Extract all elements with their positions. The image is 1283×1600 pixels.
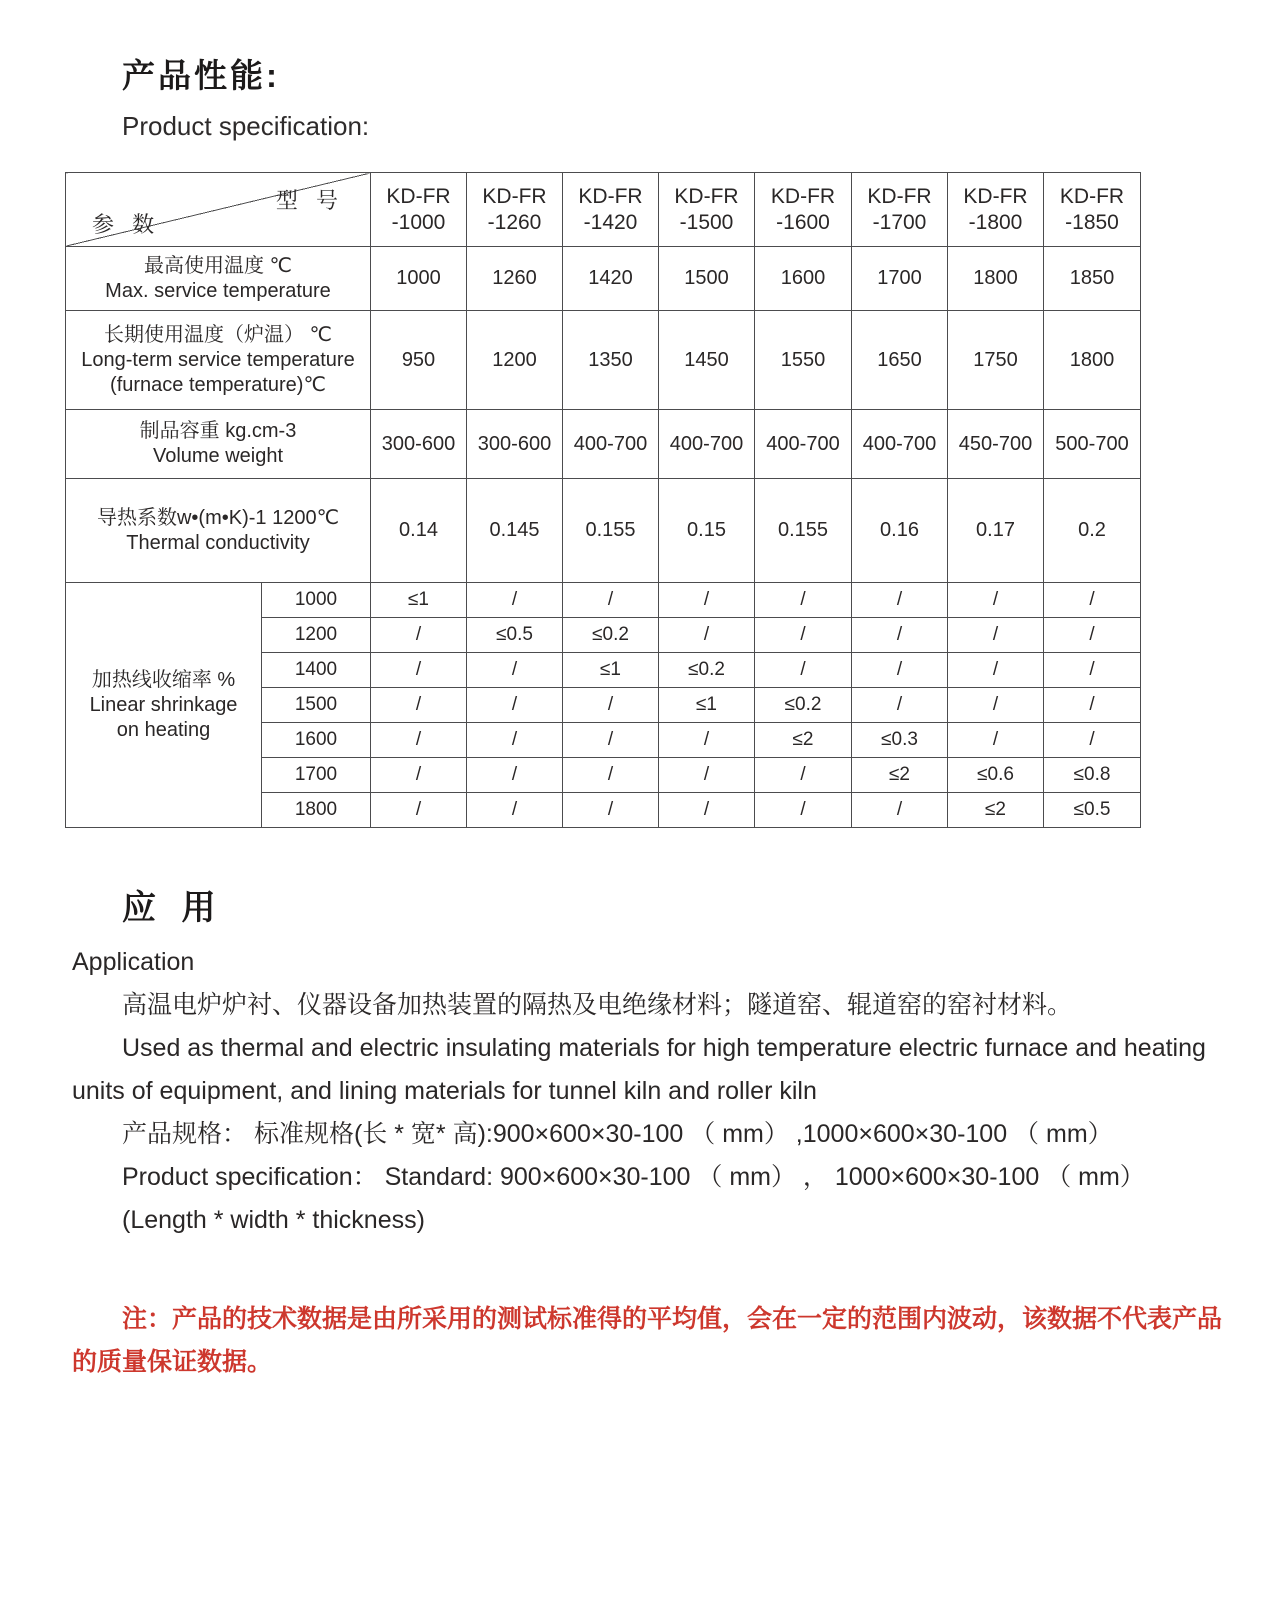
technical-note: 注：产品的技术数据是由所采用的测试标准得的平均值，会在一定的范围内波动，该数据不代表产品的质量保证数据。 — [72, 1305, 1223, 1376]
table-cell: 0.145 — [467, 479, 563, 583]
table-cell: ≤0.5 — [467, 618, 563, 653]
shrinkage-temp: 1000 — [262, 583, 371, 618]
table-cell: / — [371, 618, 467, 653]
table-cell: 1850 — [1044, 247, 1141, 311]
table-cell: / — [467, 688, 563, 723]
row-label-cn: 最高使用温度 ℃ — [143, 254, 293, 277]
table-cell: 1750 — [948, 311, 1044, 410]
table-cell: ≤0.2 — [563, 618, 659, 653]
corner-model-label: 型 号 — [275, 188, 344, 213]
table-cell: / — [852, 653, 948, 688]
table-cell: / — [948, 723, 1044, 758]
column-header-kdfr1600 — [755, 173, 852, 247]
table-cell: / — [467, 653, 563, 688]
table-cell: 1600 — [755, 247, 852, 311]
application-heading-en: Application — [72, 948, 195, 976]
application-heading-cn: 应 用 — [122, 889, 224, 927]
table-cell: 1350 — [563, 311, 659, 410]
table-cell: ≤2 — [755, 723, 852, 758]
table-cell: ≤0.2 — [755, 688, 852, 723]
table-cell: ≤1 — [371, 583, 467, 618]
product-spec-cn: 产品规格： 标准规格(长 * 宽* 高):900×600×30-100 （ mm） ,1000×600×30-100 （ mm） — [122, 1120, 1113, 1148]
table-cell: 1200 — [467, 311, 563, 410]
table-cell: 300-600 — [371, 410, 467, 479]
table-cell: / — [852, 793, 948, 828]
model-line1: KD-FR — [386, 184, 451, 208]
table-cell: 400-700 — [852, 410, 948, 479]
shrinkage-section-label — [66, 583, 262, 828]
table-cell: ≤1 — [659, 688, 755, 723]
table-cell: / — [563, 758, 659, 793]
table-cell: 500-700 — [1044, 410, 1141, 479]
table-cell: / — [563, 793, 659, 828]
application-text-en: Used as thermal and electric insulating materials for high temperature electric furnace and heating units of equipment, and lining materials for tunnel kiln and roller kiln — [72, 1034, 1206, 1105]
application-text-cn: 高温电炉炉衬、仪器设备加热装置的隔热及电绝缘材料；隧道窑、辊道窑的窑衬材料。 — [122, 991, 1073, 1019]
product-spec-table — [65, 172, 1141, 828]
model-line1: KD-FR — [482, 184, 547, 208]
table-cell: ≤1 — [563, 653, 659, 688]
model-line1: KD-FR — [578, 184, 643, 208]
model-line1: KD-FR — [867, 184, 932, 208]
table-cell: 400-700 — [755, 410, 852, 479]
table-cell: ≤0.3 — [852, 723, 948, 758]
table-cell: / — [371, 723, 467, 758]
table-cell: / — [467, 793, 563, 828]
table-cell: / — [467, 723, 563, 758]
shrinkage-temp: 1500 — [262, 688, 371, 723]
table-cell: 1500 — [659, 247, 755, 311]
table-cell: 1550 — [755, 311, 852, 410]
table-cell: ≤2 — [852, 758, 948, 793]
row-label-en: Long-term service temperature — [81, 348, 355, 371]
table-cell: / — [852, 583, 948, 618]
table-cell: 1420 — [563, 247, 659, 311]
row-label-en: Linear shrinkage — [89, 693, 238, 716]
table-cell: 0.15 — [659, 479, 755, 583]
row-label-en2: (furnace temperature)℃ — [110, 373, 326, 396]
table-corner-cell — [66, 173, 371, 247]
shrinkage-temp: 1700 — [262, 758, 371, 793]
table-cell: / — [948, 618, 1044, 653]
row-label — [66, 479, 371, 583]
table-cell: / — [563, 723, 659, 758]
shrinkage-temp: 1400 — [262, 653, 371, 688]
table-cell: / — [1044, 583, 1141, 618]
shrinkage-temp: 1200 — [262, 618, 371, 653]
table-cell: / — [659, 583, 755, 618]
model-line2: -1000 — [391, 210, 446, 234]
row-volume-weight — [66, 410, 1141, 479]
column-header-kdfr1800 — [948, 173, 1044, 247]
table-cell: ≤2 — [948, 793, 1044, 828]
table-cell: / — [755, 583, 852, 618]
table-cell: / — [371, 793, 467, 828]
column-header-kdfr1700 — [852, 173, 948, 247]
row-label-cn: 加热线收缩率 % — [91, 668, 236, 691]
table-cell: 1450 — [659, 311, 755, 410]
row-label — [66, 247, 371, 311]
table-cell: / — [755, 793, 852, 828]
table-cell: 400-700 — [563, 410, 659, 479]
model-line1: KD-FR — [963, 184, 1028, 208]
page-title-en: Product specification: — [122, 111, 370, 141]
table-cell: / — [371, 758, 467, 793]
table-cell: / — [1044, 688, 1141, 723]
row-label-en2: on heating — [116, 718, 211, 741]
table-cell: 1800 — [1044, 311, 1141, 410]
shrinkage-temp: 1800 — [262, 793, 371, 828]
table-cell: ≤0.5 — [1044, 793, 1141, 828]
table-cell: / — [1044, 653, 1141, 688]
table-cell: / — [563, 688, 659, 723]
table-cell: 0.155 — [755, 479, 852, 583]
table-cell: / — [852, 618, 948, 653]
table-cell: 0.17 — [948, 479, 1044, 583]
column-header-kdfr1500 — [659, 173, 755, 247]
table-cell: / — [755, 653, 852, 688]
row-label-en: Max. service temperature — [105, 279, 331, 302]
page-title-cn: 产品性能: — [122, 57, 280, 94]
table-cell: / — [467, 583, 563, 618]
model-line2: -1850 — [1065, 210, 1119, 234]
table-cell: 400-700 — [659, 410, 755, 479]
table-cell: ≤0.2 — [659, 653, 755, 688]
row-label — [66, 410, 371, 479]
shrinkage-temp: 1600 — [262, 723, 371, 758]
row-label-cn: 制品容重 kg.cm-3 — [139, 420, 297, 442]
table-cell: 300-600 — [467, 410, 563, 479]
model-line2: -1500 — [679, 210, 734, 234]
model-line2: -1420 — [583, 210, 638, 234]
table-cell: 0.14 — [371, 479, 467, 583]
corner-param-label: 参 数 — [92, 211, 161, 237]
table-cell: 450-700 — [948, 410, 1044, 479]
table-cell: 1260 — [467, 247, 563, 311]
table-cell: / — [563, 583, 659, 618]
model-line1: KD-FR — [674, 184, 739, 208]
table-cell: / — [1044, 618, 1141, 653]
table-cell: 1800 — [948, 247, 1044, 311]
column-header-kdfr1420 — [563, 173, 659, 247]
table-cell: / — [659, 793, 755, 828]
column-header-kdfr1000 — [371, 173, 467, 247]
table-cell: ≤0.6 — [948, 758, 1044, 793]
table-cell: / — [371, 688, 467, 723]
row-label-cn: 导热系数w•(m•K)-1 1200℃ — [96, 506, 340, 529]
dimensions-note: (Length * width * thickness) — [122, 1206, 425, 1234]
table-cell: / — [948, 583, 1044, 618]
table-cell: ≤0.8 — [1044, 758, 1141, 793]
table-cell: / — [371, 653, 467, 688]
table-cell: / — [852, 688, 948, 723]
row-thermal-conductivity — [66, 479, 1141, 583]
product-spec-en: Product specification： Standard: 900×600×30-100 （ mm） ， 1000×600×30-100 （ mm） — [122, 1163, 1145, 1191]
row-label-en: Volume weight — [152, 445, 284, 467]
table-cell: 950 — [371, 311, 467, 410]
table-cell: / — [948, 688, 1044, 723]
row-shrinkage-1000 — [66, 583, 1141, 618]
table-cell: / — [659, 758, 755, 793]
column-header-kdfr1260 — [467, 173, 563, 247]
table-cell: 0.16 — [852, 479, 948, 583]
table-cell: 1700 — [852, 247, 948, 311]
table-cell: / — [467, 758, 563, 793]
table-cell: / — [659, 723, 755, 758]
model-line2: -1260 — [487, 210, 542, 234]
table-cell: 1000 — [371, 247, 467, 311]
table-cell: / — [755, 618, 852, 653]
model-line2: -1700 — [872, 210, 927, 234]
table-cell: / — [948, 653, 1044, 688]
table-cell: / — [1044, 723, 1141, 758]
model-line2: -1800 — [968, 210, 1023, 234]
row-max-service-temperature — [66, 247, 1141, 311]
row-label — [66, 311, 371, 410]
table-cell: 0.2 — [1044, 479, 1141, 583]
table-cell: 1650 — [852, 311, 948, 410]
table-header-row — [66, 173, 1141, 247]
column-header-kdfr1850 — [1044, 173, 1141, 247]
row-label-cn: 长期使用温度（炉温） ℃ — [103, 323, 333, 346]
table-cell: / — [755, 758, 852, 793]
row-long-term-service-temperature — [66, 311, 1141, 410]
table-cell: / — [659, 618, 755, 653]
model-line2: -1600 — [776, 210, 830, 234]
model-line1: KD-FR — [1059, 184, 1125, 208]
table-cell: 0.155 — [563, 479, 659, 583]
row-label-en: Thermal conductivity — [126, 531, 310, 554]
model-line1: KD-FR — [770, 184, 836, 208]
